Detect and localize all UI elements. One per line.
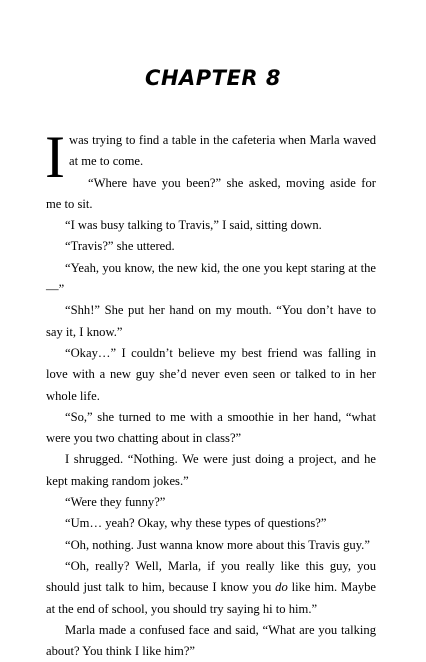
- paragraph-text: “Oh, nothing. Just wanna know more about this Travis guy.”: [65, 537, 370, 552]
- paragraph-text: “Um… yeah? Okay, why these types of questions?”: [65, 516, 327, 531]
- first-paragraph-text: was trying to find a table in the cafeteria when Marla waved at me to come.: [68, 133, 376, 169]
- paragraph-text: I shrugged. “Nothing. We were just doing a project, and he kept making random jokes.”: [46, 452, 376, 488]
- paragraph-text: “Oh, really? Well, Marla, if you really like this guy, you should just talk to him, because I know you: [46, 558, 376, 595]
- paragraph-text: “Yeah, you know, the new kid, the one you kept staring at the—”: [46, 260, 376, 297]
- paragraph-text: “Shh!” She put her hand on my mouth. “You don’t have to say it, I know.”: [46, 303, 376, 339]
- paragraph: [46, 300, 376, 343]
- paragraph: [46, 407, 376, 450]
- paragraph-text: “Okay…” I couldn’t believe my best friend was falling in love with a new guy she’d never even seen or talked to in her whole life.: [46, 345, 376, 403]
- chapter-title: CHAPTER 8: [145, 66, 281, 90]
- paragraph-text: Marla made a confused face and said, “What are you talking about? You think I like him?”: [46, 622, 376, 659]
- paragraph: [46, 492, 376, 513]
- paragraph-text: “Travis?” she uttered.: [65, 239, 175, 254]
- paragraph: [46, 343, 376, 407]
- paragraph: [46, 556, 376, 620]
- drop-cap: I: [45, 124, 65, 190]
- first-paragraph: [45, 124, 376, 190]
- chapter-body: [45, 124, 376, 662]
- paragraph: [46, 173, 376, 216]
- paragraph: [46, 513, 376, 534]
- paragraph-text: “So,” she turned to me with a smoothie in her hand, “what were you two chatting about in class?”: [46, 409, 376, 446]
- paragraph-text: “Where have you been?” she asked, moving aside for me to sit.: [46, 175, 376, 211]
- paragraph: [46, 258, 376, 301]
- paragraph: [46, 236, 376, 257]
- paragraph: [46, 449, 376, 492]
- paragraph-text: “I was busy talking to Travis,” I said, sitting down.: [65, 218, 322, 233]
- paragraph: [46, 620, 376, 662]
- paragraph-text: like him. Maybe at the end of school, you should try saying hi to him.”: [46, 580, 376, 616]
- paragraph: [46, 535, 376, 556]
- paragraph: [46, 215, 376, 236]
- paragraph-text: “Were they funny?”: [65, 495, 166, 510]
- emphasis-text: do: [275, 580, 288, 595]
